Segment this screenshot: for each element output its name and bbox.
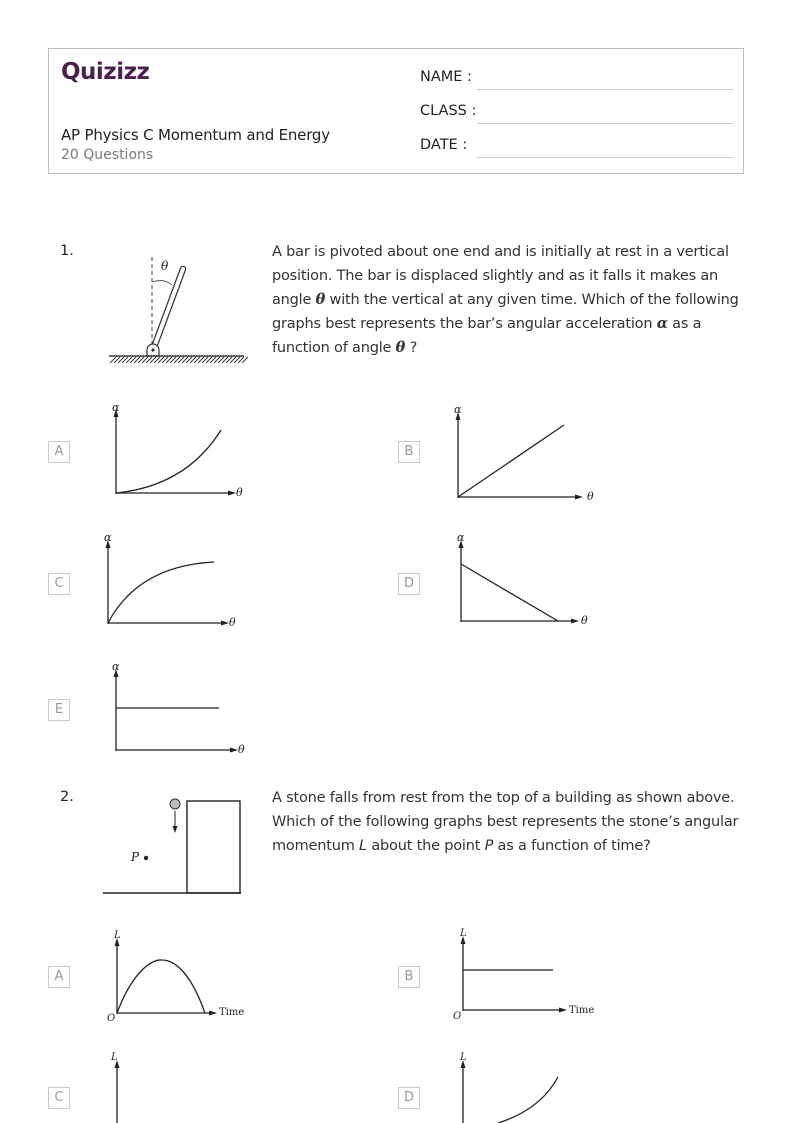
q1-option-d-graph xyxy=(450,530,600,630)
y-axis-label: α xyxy=(112,401,120,414)
x-axis-arrow xyxy=(559,1008,567,1013)
x-axis-arrow xyxy=(230,748,238,753)
x-axis-label: θ xyxy=(236,486,243,499)
q1-option-a-box[interactable]: A xyxy=(48,441,70,463)
q1-option-c-graph xyxy=(98,530,248,632)
x-axis-label: Time xyxy=(569,1005,595,1016)
pivot-point xyxy=(151,348,154,351)
y-axis-label: α xyxy=(112,660,120,673)
x-axis-label: θ xyxy=(238,743,245,756)
point-label: P xyxy=(131,850,140,864)
curve xyxy=(461,564,558,621)
x-axis-label: θ xyxy=(581,614,588,627)
ground-hatching xyxy=(110,357,248,363)
q2-option-b-graph xyxy=(450,926,600,1022)
q1-option-c-box[interactable]: C xyxy=(48,573,70,595)
q2-option-c-box[interactable]: C xyxy=(48,1087,70,1109)
angle-label: θ xyxy=(161,259,169,273)
q1-option-a-graph xyxy=(106,400,248,500)
q1-option-b-box[interactable]: B xyxy=(398,441,420,463)
curve xyxy=(498,1077,558,1123)
x-axis-label: Time xyxy=(219,1007,245,1018)
y-axis-label: α xyxy=(104,531,112,544)
q1-option-d-box[interactable]: D xyxy=(398,573,420,595)
question-1-pivot-bar-figure xyxy=(106,252,248,368)
name-line[interactable] xyxy=(477,89,733,90)
x-axis-arrow xyxy=(209,1011,217,1016)
origin-label: O xyxy=(107,1013,116,1024)
question-2-number: 2. xyxy=(60,789,74,805)
curve xyxy=(108,562,214,623)
q1-option-e-box[interactable]: E xyxy=(48,699,70,721)
class-line[interactable] xyxy=(477,123,733,124)
x-axis-label: θ xyxy=(229,616,236,629)
y-axis-label: L xyxy=(111,1052,118,1063)
q2-option-b-box[interactable]: B xyxy=(398,966,420,988)
angle-arc xyxy=(152,281,172,285)
worksheet-header xyxy=(48,48,744,174)
x-axis-arrow xyxy=(571,619,579,624)
q2-option-d-graph xyxy=(450,1050,600,1123)
x-axis-arrow xyxy=(228,491,236,496)
date-line[interactable] xyxy=(477,157,733,158)
question-1-number: 1. xyxy=(60,243,74,259)
q2-option-c-graph xyxy=(104,1050,254,1123)
y-axis-label: L xyxy=(460,928,467,939)
y-axis-label: L xyxy=(460,1052,467,1063)
q2-option-d-box[interactable]: D xyxy=(398,1087,420,1109)
worksheet-title: AP Physics C Momentum and Energy xyxy=(61,126,330,144)
stone xyxy=(170,799,180,809)
quizizz-logo: Quizizz xyxy=(61,59,150,85)
x-axis-arrow xyxy=(575,495,583,500)
fall-arrow-head xyxy=(173,826,178,833)
point-p xyxy=(144,856,148,860)
question-1-text: A bar is pivoted about one end and is initially at rest in a vertical position. The bar is displaced slightly and as it falls it makes an angle θ with the vertical at any given time. Which of the following graphs best represents the bar’s angular acceleration α as a function of angle θ ? xyxy=(272,244,739,356)
curve xyxy=(116,430,221,493)
q1-option-e-graph xyxy=(106,660,256,760)
q1-option-b-graph xyxy=(448,402,598,502)
y-axis-label: α xyxy=(454,403,462,416)
y-axis-label: L xyxy=(114,930,121,941)
name-label: NAME : xyxy=(420,69,472,85)
question-2-text: A stone falls from rest from the top of a building as shown above. Which of the following graphs best represents the stone’s angular momentum L about the point P as a function of time? xyxy=(272,790,739,854)
date-label: DATE : xyxy=(420,137,468,153)
origin-label: O xyxy=(453,1011,462,1022)
x-axis-arrow xyxy=(221,621,229,626)
building xyxy=(187,801,240,893)
question-count: 20 Questions xyxy=(61,147,154,163)
question-2-building-figure xyxy=(102,796,244,896)
y-axis-label: α xyxy=(457,531,465,544)
curve xyxy=(117,960,205,1013)
class-label: CLASS : xyxy=(420,103,477,119)
curve xyxy=(458,425,564,497)
q2-option-a-box[interactable]: A xyxy=(48,966,70,988)
x-axis-label: θ xyxy=(587,490,594,503)
q2-option-a-graph xyxy=(104,928,254,1024)
